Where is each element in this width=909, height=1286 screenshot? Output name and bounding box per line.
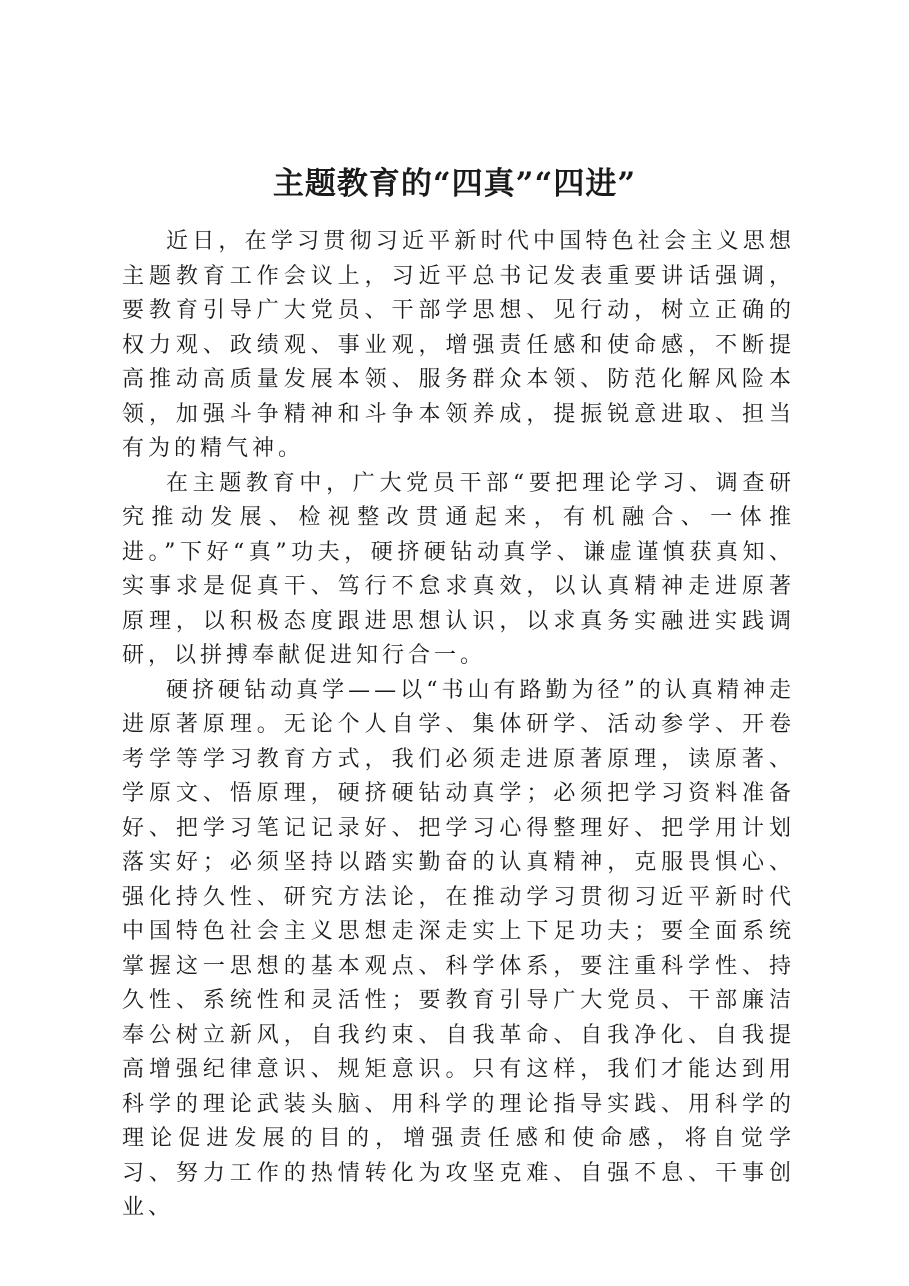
paragraph-3: 硬挤硬钻动真学——以“书山有路勤为径”的认真精神走进原著原理。无论个人自学、集体研学、活动参学、开卷考学等学习教育方式，我们必须走进原著原理，读原著、学原文、悟原理，硬挤硬钻动真学；必须把学习资料准备好、把学习笔记记录好、把学习心得整理好、把学用计划落实好；必须坚持以踏实勤奋的认真精神，克服畏惧心、强化持久性、研究方法论，在推动学习贯彻习近平新时代中国特色社会主义思想走深走实上下足功夫；要全面系统掌握这一思想的基本观点、科学体系，要注重科学性、持久性、系统性和灵活性；要教育引导广大党员、干部廉洁奉公树立新风，自我约束、自我革命、自我净化、自我提高增强纪律意识、规矩意识。只有这样，我们才能达到用科学的理论武装头脑、用科学的理论指导实践、用科学的理论促进发展的目的，增强责任感和使命感，将自觉学习、努力工作的热情转化为攻坚克难、自强不息、干事创业、 bbox=[122, 677, 795, 1220]
document-body bbox=[122, 225, 795, 1226]
paragraph-2: 在主题教育中，广大党员干部“要把理论学习、调查研究推动发展、检视整改贯通起来，有机融合、一体推进。”下好“真”功夫，硬挤硬钻动真学、谦虚谨慎获真知、实事求是促真干、笃行不怠求真效，以认真精神走进原著原理，以积极态度跟进思想认识，以求真务实融进实践调研，以拼搏奉献促进知行合一。 bbox=[122, 470, 795, 668]
paragraph-1: 近日，在学习贯彻习近平新时代中国特色社会主义思想主题教育工作会议上，习近平总书记发表重要讲话强调，要教育引导广大党员、干部学思想、见行动，树立正确的权力观、政绩观、事业观，增强责任感和使命感，不断提高推动高质量发展本领、服务群众本领、防范化解风险本领，加强斗争精神和斗争本领养成，提振锐意进取、担当有为的精气神。 bbox=[122, 229, 795, 461]
document-title: 主题教育的“四真”“四进” bbox=[272, 166, 637, 202]
